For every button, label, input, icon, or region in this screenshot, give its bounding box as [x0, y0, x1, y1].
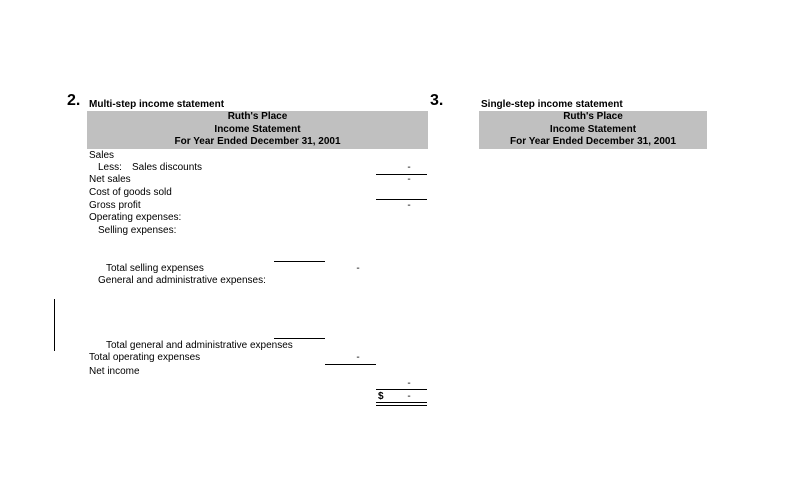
margin-marker: [54, 299, 55, 351]
underline-cogs: [376, 199, 427, 200]
underline-sales-discounts: [376, 174, 427, 175]
row-sales-discounts: Sales discounts: [132, 162, 203, 173]
value-total-operating: -: [356, 352, 360, 363]
row-operating-expenses: Operating expenses:: [89, 212, 182, 223]
section-2-number: 2.: [67, 92, 81, 109]
value-total-selling: -: [356, 263, 360, 274]
underline-selling-items: [274, 261, 325, 262]
company-name: Ruth's Place: [227, 111, 288, 122]
value-sales-discounts: -: [407, 162, 411, 173]
section-2-title: Multi-step income statement: [89, 99, 225, 110]
row-less-label: Less:: [98, 162, 122, 173]
value-net-sales: -: [407, 174, 411, 185]
statement-name: Income Statement: [549, 123, 637, 135]
row-net-sales: Net sales: [89, 174, 131, 185]
row-cogs: Cost of goods sold: [89, 187, 172, 198]
currency-symbol: $: [378, 391, 384, 402]
row-net-income: Net income: [89, 366, 140, 377]
section-3-title: Single-step income statement: [481, 99, 623, 110]
row-total-selling: Total selling expenses: [106, 263, 204, 274]
row-total-gen-admin: Total general and administrative expenses: [106, 340, 293, 351]
underline-gen-admin-items: [274, 338, 325, 339]
section-3-number: 3.: [430, 92, 444, 109]
double-underline-top: [376, 402, 427, 403]
double-underline-bottom: [376, 405, 427, 406]
value-gross-profit: -: [407, 200, 411, 211]
single-step-header: [479, 111, 707, 149]
company-name: Ruth's Place: [563, 111, 623, 122]
underline-total-operating: [325, 364, 376, 365]
row-gen-admin: General and administrative expenses:: [98, 275, 266, 286]
value-net-income: -: [407, 391, 411, 402]
underline-pre-net-income: [376, 389, 427, 390]
row-total-operating: Total operating expenses: [89, 352, 201, 363]
statement-period: For Year Ended December 31, 2001: [174, 136, 341, 147]
statement-name: Income Statement: [214, 123, 301, 135]
row-gross-profit: Gross profit: [89, 200, 141, 211]
multi-step-header: [87, 111, 428, 149]
value-pre-net-income: -: [407, 378, 411, 389]
row-sales: Sales: [89, 150, 115, 161]
row-selling-expenses: Selling expenses:: [98, 225, 177, 236]
statement-period: For Year Ended December 31, 2001: [509, 136, 676, 147]
